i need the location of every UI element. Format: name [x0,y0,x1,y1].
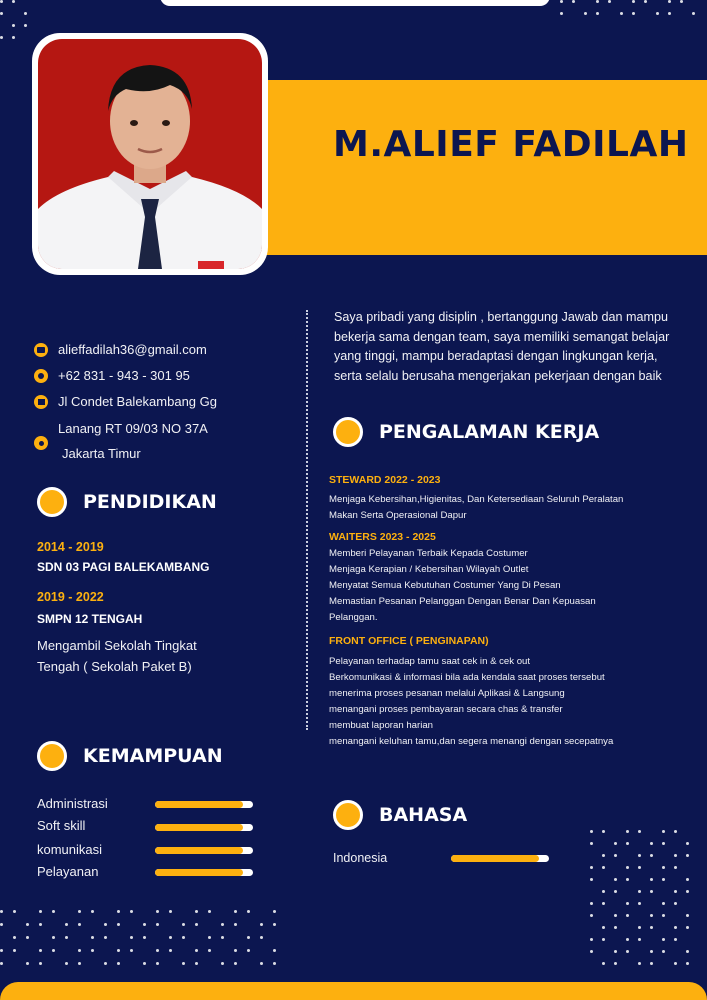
decorative-dot [686,878,689,881]
decorative-dot [234,910,237,913]
decorative-dot [590,842,593,845]
decorative-dot [668,12,671,15]
decorative-dot [117,923,120,926]
decorative-dot [13,936,16,939]
decorative-dot [584,12,587,15]
decorative-dot [91,910,94,913]
bullet-icon [37,741,67,771]
decorative-dot [590,878,593,881]
decorative-dot [221,936,224,939]
decorative-dot [644,0,647,3]
decorative-dot [614,914,617,917]
decorative-dot [0,0,3,3]
decorative-dot [260,962,263,965]
education-school-1: SDN 03 PAGI BALEKAMBANG [37,560,210,574]
decorative-dot [65,962,68,965]
decorative-dot [0,923,3,926]
decorative-dot [273,949,276,952]
decorative-dot [626,830,629,833]
email-text: alieffadilah36@gmail.com [58,342,207,357]
job-title-1: STEWARD 2022 - 2023 [329,474,441,486]
decorative-dot [686,914,689,917]
experience-heading [333,417,599,447]
address-line-2-row [58,421,208,436]
dot-pattern-bottom-right [590,830,707,980]
decorative-dot [638,938,641,941]
decorative-dot [674,854,677,857]
decorative-dot [117,949,120,952]
decorative-dot [602,854,605,857]
name-banner [262,80,707,255]
decorative-dot [650,854,653,857]
decorative-dot [590,830,593,833]
decorative-dot [78,910,81,913]
decorative-dot [602,902,605,905]
decorative-dot [680,0,683,3]
job-line: Menjaga Kerapian / Kebersihan Wilayah Outlet [329,564,529,575]
location-row [34,436,58,450]
decorative-dot [24,12,27,15]
decorative-dot [632,0,635,3]
decorative-dot [590,902,593,905]
decorative-dot [78,949,81,952]
decorative-dot [674,902,677,905]
decorative-dot [182,936,185,939]
profile-photo [38,39,262,269]
decorative-dot [195,923,198,926]
skill-bar-1 [155,801,253,808]
address-line-2: Lanang RT 09/03 NO 37A [58,421,208,436]
decorative-dot [662,902,665,905]
decorative-dot [614,926,617,929]
decorative-dot [12,24,15,27]
decorative-dot [614,950,617,953]
decorative-dot [12,0,15,3]
decorative-dot [686,950,689,953]
decorative-dot [221,962,224,965]
job-line: Menjaga Kebersihan,Higienitas, Dan Ketersediaan Seluruh Peralatan [329,494,624,505]
decorative-dot [0,962,3,965]
language-title: BAHASA [379,804,468,826]
decorative-dot [674,938,677,941]
decorative-dot [195,949,198,952]
decorative-dot [182,962,185,965]
job-title-2: WAITERS 2023 - 2025 [329,531,436,543]
decorative-dot [182,923,185,926]
contact-address [34,394,217,409]
decorative-dot [143,962,146,965]
decorative-dot [39,923,42,926]
decorative-dot [662,830,665,833]
education-note-line-2: Tengah ( Sekolah Paket B) [37,659,192,674]
decorative-dot [632,12,635,15]
decorative-dot [156,949,159,952]
decorative-dot [260,936,263,939]
decorative-dot [674,890,677,893]
job-line: menerima proses pesanan melalui Aplikasi & Langsung [329,688,565,699]
decorative-dot [602,938,605,941]
language-label-1: Indonesia [333,851,388,865]
decorative-dot [692,12,695,15]
person-icon [34,369,48,383]
decorative-dot [91,949,94,952]
decorative-dot [169,910,172,913]
decorative-dot [662,866,665,869]
decorative-dot [65,923,68,926]
decorative-dot [626,842,629,845]
bullet-icon [333,800,363,830]
decorative-dot [221,923,224,926]
decorative-dot [572,0,575,3]
decorative-dot [234,949,237,952]
decorative-dot [52,910,55,913]
decorative-dot [674,962,677,965]
decorative-dot [686,962,689,965]
decorative-dot [650,962,653,965]
decorative-dot [273,962,276,965]
address-line-3-row [62,446,141,461]
decorative-dot [650,926,653,929]
education-school-2: SMPN 12 TENGAH [37,612,143,626]
decorative-dot [0,36,3,39]
decorative-dot [638,890,641,893]
dot-pattern-top-right [560,0,707,30]
decorative-dot [39,949,42,952]
decorative-dot [12,36,15,39]
education-years-2: 2019 - 2022 [37,590,104,604]
skills-title: KEMAMPUAN [83,745,223,767]
decorative-dot [596,12,599,15]
education-heading [37,487,217,517]
decorative-dot [104,923,107,926]
decorative-dot [656,12,659,15]
decorative-dot [686,926,689,929]
decorative-dot [0,12,3,15]
decorative-dot [78,962,81,965]
decorative-dot [626,878,629,881]
location-icon [34,436,48,450]
home-icon [34,395,48,409]
decorative-dot [560,0,563,3]
decorative-dot [602,890,605,893]
job-details-2 [329,546,689,626]
skills-heading [37,741,223,771]
decorative-dot [662,842,665,845]
decorative-dot [626,902,629,905]
person-portrait-icon [38,39,262,269]
decorative-dot [117,910,120,913]
decorative-dot [638,854,641,857]
decorative-dot [638,830,641,833]
phone-text: +62 831 - 943 - 301 95 [58,368,190,383]
decorative-dot [662,914,665,917]
decorative-dot [169,949,172,952]
decorative-dot [143,923,146,926]
top-decoration [160,0,550,6]
decorative-dot [614,962,617,965]
decorative-dot [650,890,653,893]
decorative-dot [26,936,29,939]
decorative-dot [560,12,563,15]
decorative-dot [260,923,263,926]
decorative-dot [234,962,237,965]
decorative-dot [208,949,211,952]
decorative-dot [208,936,211,939]
decorative-dot [234,923,237,926]
decorative-dot [650,950,653,953]
education-years-1: 2014 - 2019 [37,540,104,554]
decorative-dot [638,962,641,965]
experience-title: PENGALAMAN KERJA [379,421,600,443]
decorative-dot [117,962,120,965]
decorative-dot [602,962,605,965]
decorative-dot [614,842,617,845]
decorative-dot [65,936,68,939]
skill-label-3: komunikasi [37,842,103,857]
job-line: membuat laporan harian [329,720,433,731]
decorative-dot [26,962,29,965]
education-note-line-1: Mengambil Sekolah Tingkat [37,638,197,653]
decorative-dot [39,962,42,965]
decorative-dot [614,854,617,857]
job-line: Memastian Pesanan Pelanggan Dengan Benar Dan Kepuasan [329,596,596,607]
decorative-dot [156,910,159,913]
skill-label-2: Soft skill [37,818,86,833]
address-line-1: Jl Condet Balekambang Gg [58,394,217,409]
decorative-dot [608,0,611,3]
decorative-dot [247,936,250,939]
decorative-dot [247,949,250,952]
decorative-dot [39,910,42,913]
bottom-band [0,982,707,1000]
decorative-dot [26,923,29,926]
decorative-dot [590,950,593,953]
decorative-dot [650,914,653,917]
job-title-3: FRONT OFFICE ( PENGINAPAN) [329,635,489,647]
decorative-dot [52,949,55,952]
decorative-dot [686,890,689,893]
decorative-dot [143,936,146,939]
decorative-dot [662,938,665,941]
decorative-dot [13,949,16,952]
decorative-dot [686,842,689,845]
decorative-dot [13,910,16,913]
decorative-dot [674,866,677,869]
decorative-dot [602,866,605,869]
education-title: PENDIDIKAN [83,491,217,513]
decorative-dot [195,962,198,965]
profile-summary: Saya pribadi yang disiplin , bertanggung Jawab dan mampu bekerja sama dengan team, saya memiliki semangat belajar yang tinggi, mampu beradaptasi dengan lingkungan kerja, serta selalu berusaha mengerjakan pekerjaan dengan baik [334,310,670,383]
decorative-dot [668,0,671,3]
decorative-dot [590,866,593,869]
decorative-dot [104,936,107,939]
job-line: Pelayanan terhadap tamu saat cek in & cek out [329,656,531,667]
decorative-dot [169,936,172,939]
job-details-1 [329,492,689,524]
job-line: Pelanggan. [329,612,378,623]
job-line: Makan Serta Operasional Dapur [329,510,467,521]
language-bar-1 [451,855,549,862]
education-note [37,635,237,677]
address-line-3: Jakarta Timur [62,446,141,461]
decorative-dot [674,830,677,833]
email-icon [34,343,48,357]
decorative-dot [638,926,641,929]
decorative-dot [602,926,605,929]
decorative-dot [662,878,665,881]
decorative-dot [247,910,250,913]
decorative-dot [273,910,276,913]
bullet-icon [333,417,363,447]
decorative-dot [130,910,133,913]
decorative-dot [626,950,629,953]
skill-bar-4 [155,869,253,876]
decorative-dot [0,949,3,952]
decorative-dot [614,890,617,893]
decorative-dot [686,854,689,857]
decorative-dot [24,24,27,27]
column-divider [306,310,308,730]
decorative-dot [650,878,653,881]
decorative-dot [650,842,653,845]
decorative-dot [208,910,211,913]
skill-label-1: Administrasi [37,796,108,811]
decorative-dot [156,962,159,965]
decorative-dot [614,878,617,881]
decorative-dot [156,923,159,926]
decorative-dot [638,866,641,869]
decorative-dot [590,914,593,917]
job-line: menangani keluhan tamu,dan segera menangi dengan secepatnya [329,736,614,747]
job-line: Memberi Pelayanan Terbaik Kepada Costumer [329,548,528,559]
decorative-dot [626,866,629,869]
decorative-dot [52,936,55,939]
decorative-dot [91,936,94,939]
decorative-dot [78,923,81,926]
decorative-dot [0,910,3,913]
candidate-name: M.ALIEF FADILAH [333,124,689,165]
decorative-dot [596,0,599,3]
job-line: menangani proses pembayaran secara chas & transfer [329,704,563,715]
decorative-dot [626,914,629,917]
decorative-dot [195,910,198,913]
decorative-dot [130,936,133,939]
dot-pattern-bottom-left [0,910,290,980]
decorative-dot [662,950,665,953]
job-details-3 [329,654,689,750]
decorative-dot [674,926,677,929]
skill-bar-2 [155,824,253,831]
job-line: Menyatat Semua Kebutuhan Costumer Yang Di Pesan [329,580,561,591]
decorative-dot [104,962,107,965]
dot-pattern-top-left [0,0,40,50]
decorative-dot [590,938,593,941]
skill-bar-3 [155,847,253,854]
decorative-dot [626,938,629,941]
decorative-dot [602,830,605,833]
decorative-dot [638,902,641,905]
bullet-icon [37,487,67,517]
decorative-dot [273,923,276,926]
language-heading [333,800,467,830]
skill-label-4: Pelayanan [37,864,99,879]
contact-phone [34,368,190,383]
job-line: Berkomunikasi & informasi bila ada kendala saat proses tersebut [329,672,605,683]
contact-email [34,342,207,357]
decorative-dot [130,949,133,952]
decorative-dot [620,12,623,15]
